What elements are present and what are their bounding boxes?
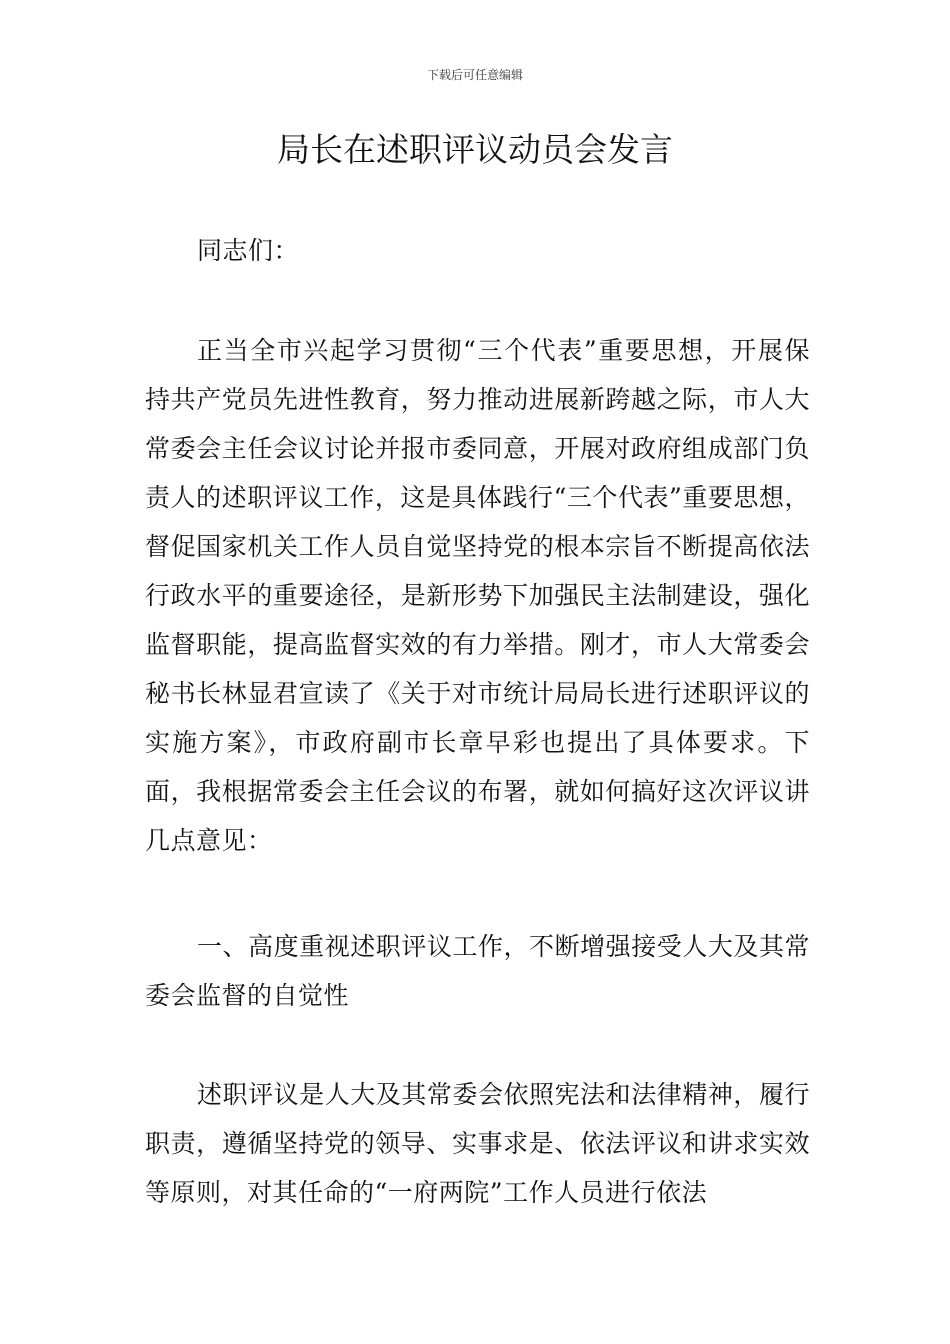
document-title: 局长在述职评议动员会发言 bbox=[277, 130, 673, 169]
paragraph-intro: 正当全市兴起学习贯彻“三个代表”重要思想，开展保持共产党员先进性教育，努力推动进展新跨越之际，市人大常委会主任会议讨论并报市委同意，开展对政府组成部门负责人的述职评议工作，这是具体践行“三个代表”重要思想，督促国家机关工作人员自觉坚持党的根本宗旨不断提高依法行政水平的重要途径，是新形势下加强民主法制建设，强化监督职能，提高监督实效的有力举措。刚才，市人大常委会秘书长林显君宣读了《关于对市统计局局长进行述职评议的实施方案》，市政府副市长章早彩也提出了具体要求。下面，我根据常委会主任会议的布署，就如何搞好这次评议讲几点意见： bbox=[145, 336, 810, 855]
section-heading-1: 一、高度重视述职评议工作，不断增强接受人大及其常委会监督的自觉性 bbox=[145, 932, 810, 1010]
salutation: 同志们： bbox=[197, 236, 300, 265]
header-note: 下载后可任意编辑 bbox=[426, 68, 523, 82]
paragraph-section-1: 述职评议是人大及其常委会依照宪法和法律精神，履行职责，遵循坚持党的领导、实事求是、依法评议和讲求实效等原则，对其任命的“一府两院”工作人员进行依法 bbox=[145, 1080, 810, 1207]
